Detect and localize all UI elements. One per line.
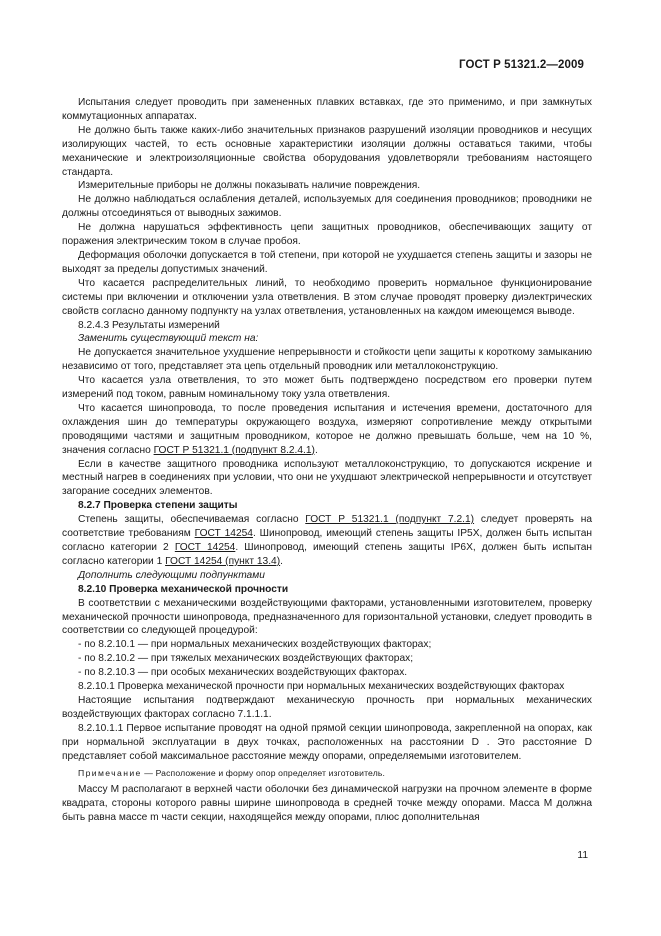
list-item: - по 8.2.10.2 — при тяжелых механических воздействующих факторах; xyxy=(78,653,414,665)
paragraph-text: . Шинопровод, имеющий степень защиты IP6X, должен быть испытан согласно категории 1 xyxy=(62,542,592,567)
amendment-instruction: Дополнить следующими подпунктами xyxy=(78,569,265,581)
list-item: - по 8.2.10.1 — при нормальных механических воздействующих факторах; xyxy=(78,639,432,651)
paragraph: 8.2.10.1.1 Первое испытание проводят на одной прямой секции шинопровода, закрепленной на опорах, как при нормальной эксплуатации в двух точках, расположенных на расстоянии D . Это расстояние D представляет собой максимальное расстояние между опорами, определяемыми изготовителем. xyxy=(62,722,592,762)
standard-reference-link[interactable]: ГОСТ 14254 xyxy=(194,528,253,540)
paragraph: В соответствии с механическими воздействующими факторами, установленными изготовителем, проверку механической прочности шинопровода, предназначенного для горизонтальной установки, следует проводить в соответствии со следующей процедурой: xyxy=(62,597,592,637)
note-text: — Расположение и форму опор определяет изготовитель. xyxy=(141,767,386,778)
paragraph-text: . Шинопровод, имеющий степень защиты IP5X, должен быть испытан согласно категории 2 xyxy=(62,528,593,553)
standard-reference-link[interactable]: ГОСТ 14254 (пункт 13.4) xyxy=(165,555,281,567)
paragraph: Настоящие испытания подтверждают механическую прочность при нормальных механических воздействующих факторах согласно 7.1.1.1. xyxy=(62,694,592,720)
paragraph-text: Что касается шинопровода, то после проведения испытания и истечения времени, достаточного для охлаждения шин до температуры окружающего воздуха, измеряют сопротивление между открытыми проводящими частями и защитным проводником, которое не должно превышать больше, чем на 10 %, значения согласно xyxy=(62,402,592,456)
document-code-header: ГОСТ Р 51321.2—2009 xyxy=(459,59,584,71)
standard-reference-link[interactable]: ГОСТ 14254 xyxy=(174,542,236,553)
paragraph: Что касается распределительных линий, то необходимо проверить нормальное функционирование системы при включении и отключении узла ответвления. В этом случае проводят проверку диэлектрических свойств согласно данному подпункту на узлах ответвления, установленных на каждом имеющемся выводе. xyxy=(62,277,592,317)
amendment-instruction: Заменить существующий текст на: xyxy=(78,333,259,345)
paragraph-text: следует проверять на соответствие требованиям xyxy=(62,514,593,540)
paragraph-text: Степень защиты, обеспечиваемая согласно xyxy=(78,514,306,526)
paragraph: Испытания следует проводить при замененных плавких вставках, где это применимо, и при замкнутых коммутационных аппаратах. xyxy=(62,97,592,122)
section-heading-8-2-4-3: 8.2.4.3 Результаты измерений xyxy=(78,319,220,331)
paragraph: Что касается узла ответвления, то это может быть подтверждено посредством его проверки путем измерений под током, равным номинальному току узла ответвления. xyxy=(62,375,592,401)
list-item: - по 8.2.10.3 — при особых механических воздействующих факторах. xyxy=(78,667,408,679)
paragraph xyxy=(62,513,592,569)
section-heading-8-2-7: 8.2.7 Проверка степени защиты xyxy=(78,500,238,512)
paragraph: Не должно наблюдаться ослабления деталей, используемых для соединения проводников; проводники не должны отсоединяться от выводных зажимов. xyxy=(62,194,592,220)
note xyxy=(62,764,592,784)
section-heading-8-2-10: 8.2.10 Проверка механической прочности xyxy=(78,583,289,595)
paragraph-text: . xyxy=(314,444,318,456)
standard-reference-link[interactable]: ГОСТ Р 51321.1 (подпункт 7.2.1) xyxy=(305,514,475,526)
paragraph-text: . xyxy=(280,555,283,567)
page-number: 11 xyxy=(577,850,588,861)
paragraph: Если в качестве защитного проводника используют металлоконструкцию, то допускаются искрение и местный нагрев в соединениях при условии, что они не ухудшают электрической непрерывности и отсутствует загорание соседних элементов. xyxy=(62,458,592,498)
document-body xyxy=(62,96,592,825)
standard-reference-link[interactable]: ГОСТ Р 51321.1 (подпункт 8.2.4.1) xyxy=(153,444,315,456)
note-label: Примечание xyxy=(78,767,142,778)
paragraph: Массу M располагают в верхней части оболочки без динамической нагрузки на прочном элементе в форме квадрата, стороны которого равны ширине шинопровода в средней точке между опорами. Масса M должна быть равна массе m части секции, находящейся между опорами, плюс дополнительная xyxy=(62,784,592,824)
paragraph: Деформация оболочки допускается в той степени, при которой не ухудшается степень защиты и зазоры не выходят за пределы допустимых значений. xyxy=(62,249,592,275)
paragraph: Измерительные приборы не должны показывать наличие повреждения. xyxy=(78,180,421,192)
paragraph: Не допускается значительное ухудшение непрерывности и стойкости цепи защиты к короткому замыканию независимо от того, представляет эта цепь отдельный проводник или металлоконструкцию. xyxy=(62,347,592,373)
paragraph: Не должно быть также каких-либо значительных признаков разрушений изоляции проводников и несущих изолирующих частей, то есть основные характеристики изоляции должны оставаться такими, чтобы механические и электроизоляционные свойства оборудования удовлетворяли требованиям настоящего стандарта. xyxy=(62,124,592,178)
section-heading-8-2-10-1: 8.2.10.1 Проверка механической прочности при нормальных механических воздействующих факторах xyxy=(78,681,565,693)
paragraph: Не должна нарушаться эффективность цепи защитных проводников, обеспечивающих защиту от поражения электрическим током в случае пробоя. xyxy=(62,222,592,248)
paragraph xyxy=(62,402,592,458)
